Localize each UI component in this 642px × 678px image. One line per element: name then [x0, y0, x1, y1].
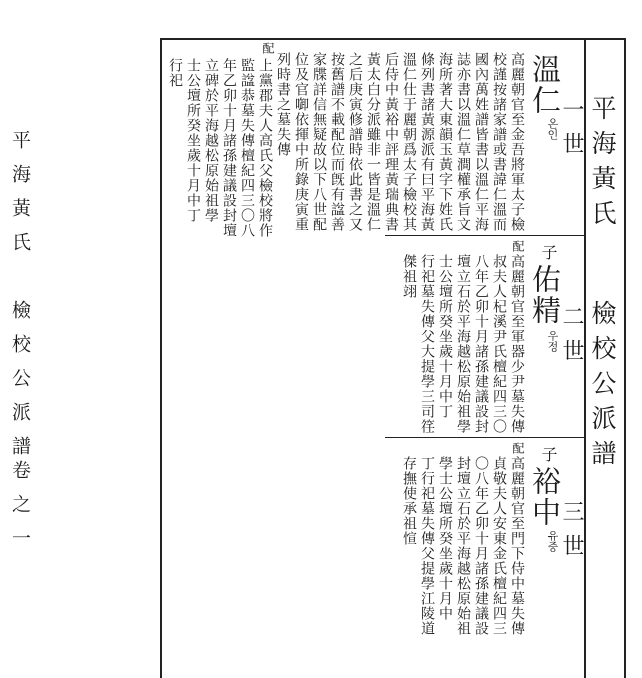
generation-2-child-label: 子: [539, 244, 558, 260]
generation-3-spouse-label: 配: [511, 442, 525, 454]
generation-2-line-5: 士公壇所癸坐歲十月中丁: [437, 254, 453, 419]
generation-1-line-3: 國內萬姓譜皆書以溫仁平海: [473, 52, 489, 232]
generation-1-spouse-label: 配: [261, 42, 275, 54]
generation-3-line-7: 存撫使承祖愃: [401, 456, 417, 546]
generation-2-line-6: 行祀墓失傳父大提學三司䇮: [419, 254, 435, 434]
header-branch: 檢校公派譜: [588, 300, 617, 475]
generation-2-name: 佑精: [528, 264, 562, 326]
generation-1-line-4: 誌亦書以溫仁草澗權承旨文: [455, 52, 471, 232]
generation-3-hangul: 유중: [546, 530, 559, 552]
generation-1-label: 一世: [559, 98, 584, 166]
generation-1-line-5: 海所著大東韻玉黃字下姓氏: [437, 52, 453, 232]
generation-1-name: 溫仁: [528, 54, 562, 116]
generation-1-spouse-line-5: 士公壇所癸坐歲十月中丁: [185, 58, 201, 223]
generation-1-line-13: 位及官啣依揮中所錄庚寅重: [293, 52, 309, 232]
generation-2-line-2: 叔夫人杞溪尹氏檀紀四三〇: [491, 254, 507, 434]
generation-3-child-label: 子: [539, 446, 558, 462]
generation-1-line-1: 高麗朝官至金吾將軍太子檢: [509, 52, 525, 232]
spine-branch: 檢校公派譜: [9, 300, 31, 470]
generation-1-spouse-line-3: 年乙卯十月諸孫建議設封壇: [221, 58, 237, 238]
generation-1-spouse-line-2: 監諡恭墓失傳檀紀四三〇八: [239, 58, 255, 238]
generation-2-spouse-label: 配: [511, 240, 525, 252]
generation-2-hangul: 우정: [546, 330, 559, 352]
generation-3-name: 裕中: [528, 466, 562, 528]
generation-2-line-1: 高麗朝官至軍器少尹墓失傳: [509, 254, 525, 434]
frame-left-border: [160, 38, 162, 678]
generation-3-line-1: 高麗朝官至門下侍中墓失傳: [509, 456, 525, 636]
generation-1-line-7: 溫仁仕于麗朝爲太子檢校其: [401, 52, 417, 232]
generation-1-line-9: 黃太白分派雖非一皆是溫仁: [365, 52, 381, 232]
spine-title: 平海黃氏: [9, 130, 31, 266]
frame-top-border: [160, 38, 625, 40]
generation-2-label: 二世: [559, 305, 584, 373]
generation-1-spouse-line-4: 立碑於平海越松原始祖學: [203, 58, 219, 223]
generation-1-line-12: 家牒詳信無疑故以下八世配: [311, 52, 327, 232]
generation-1-line-11: 按舊譜不載配位而旣有諡善: [329, 52, 345, 232]
spine-volume: 卷之一: [9, 460, 31, 562]
generation-1-line-6: 條列書諸黃源派有曰平海黃: [419, 52, 435, 232]
row-divider-2: [385, 437, 585, 438]
generation-3-label: 三世: [559, 500, 584, 568]
generation-3-line-3: 〇八年乙卯十月諸孫建議設: [473, 456, 489, 636]
generation-3-line-4: 封壇立石於平海越松原始祖: [455, 456, 471, 636]
generation-3-line-6: 丁行祀墓失傳父提學江陵道: [419, 456, 435, 636]
frame-inner-right-border: [584, 38, 586, 678]
header-title: 平海黃氏: [588, 95, 617, 235]
row-divider-1: [385, 235, 585, 236]
generation-2-line-4: 壇立石於平海越松原始祖學: [455, 254, 471, 434]
generation-1-line-8: 后侍中黃裕中評理黃瑞典書: [383, 52, 399, 232]
generation-1-line-10: 之后庚寅修譜時依此書之又: [347, 52, 363, 232]
generation-1-line-2: 校謹按諸家譜或書諱仁溫而: [491, 52, 507, 232]
generation-1-spouse-line-1: 上黨郡夫人高氏父檢校將作: [257, 58, 273, 238]
generation-3-line-5: 學士公壇所癸坐歲十月中: [437, 456, 453, 621]
generation-1-line-14: 列時書之墓失傳: [275, 52, 291, 157]
generation-3-line-2: 貞敬夫人安東金氏檀紀四三: [491, 456, 507, 636]
frame-outer-right-border: [624, 38, 626, 678]
generation-2-line-3: 八年乙卯十月諸孫建議設封: [473, 254, 489, 434]
generation-1-spouse-line-6: 行祀: [167, 58, 183, 88]
generation-2-line-7: 傑祖翊: [401, 254, 417, 299]
generation-1-hangul: 온인: [546, 118, 559, 140]
